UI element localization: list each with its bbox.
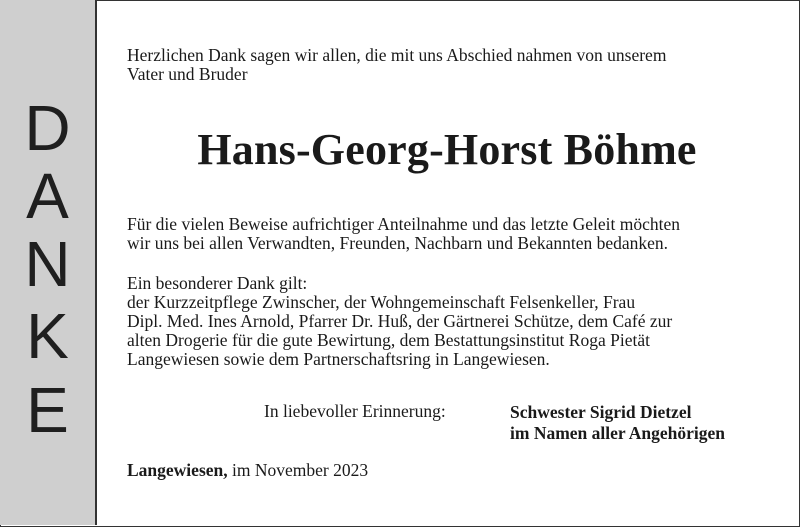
sidebar-danke bbox=[0, 0, 97, 525]
special-thanks-text bbox=[127, 293, 767, 369]
intro-line: Vater und Bruder bbox=[127, 64, 248, 84]
sidebar-letter: A bbox=[26, 160, 69, 232]
special-thanks-line: Langewiesen sowie dem Partnerschaftsring in Langewiesen. bbox=[127, 349, 550, 369]
intro-line: Herzlichen Dank sagen wir allen, die mit uns Abschied nahmen von unserem bbox=[127, 45, 667, 65]
special-thanks-line: Dipl. Med. Ines Arnold, Pfarrer Dr. Huß, der Gärtnerei Schütze, dem Café zur bbox=[127, 311, 673, 331]
special-thanks-line: der Kurzzeitpflege Zwinscher, der Wohngemeinschaft Felsenkeller, Frau bbox=[127, 292, 636, 312]
thanks-line: wir uns bei allen Verwandten, Freunden, Nachbarn und Bekannten bedanken. bbox=[127, 233, 669, 253]
signatory bbox=[510, 402, 725, 444]
place: Langewiesen, bbox=[127, 460, 228, 480]
signatory-name: Schwester Sigrid Dietzel bbox=[510, 402, 692, 422]
signatory-role: im Namen aller Angehörigen bbox=[510, 423, 726, 443]
thanks-line: Für die vielen Beweise aufrichtiger Anteilnahme und das letzte Geleit möchten bbox=[127, 214, 681, 234]
special-thanks-heading: Ein besonderer Dank gilt: bbox=[127, 273, 308, 293]
sidebar-letter: D bbox=[24, 92, 71, 164]
intro-text bbox=[127, 46, 759, 84]
sidebar-letter: K bbox=[26, 300, 69, 372]
sidebar-letter: E bbox=[26, 374, 69, 446]
deceased-name: Hans-Georg-Horst Böhme bbox=[197, 125, 697, 174]
sidebar-letter: N bbox=[24, 228, 71, 300]
special-thanks-line: alten Drogerie für die gute Bewirtung, dem Bestattungsinstitut Roga Pietät bbox=[127, 330, 650, 350]
place-date bbox=[127, 461, 368, 480]
date: im November 2023 bbox=[232, 460, 369, 480]
thanks-paragraph bbox=[127, 215, 767, 253]
remembrance-label: In liebevoller Erinnerung: bbox=[264, 401, 446, 421]
